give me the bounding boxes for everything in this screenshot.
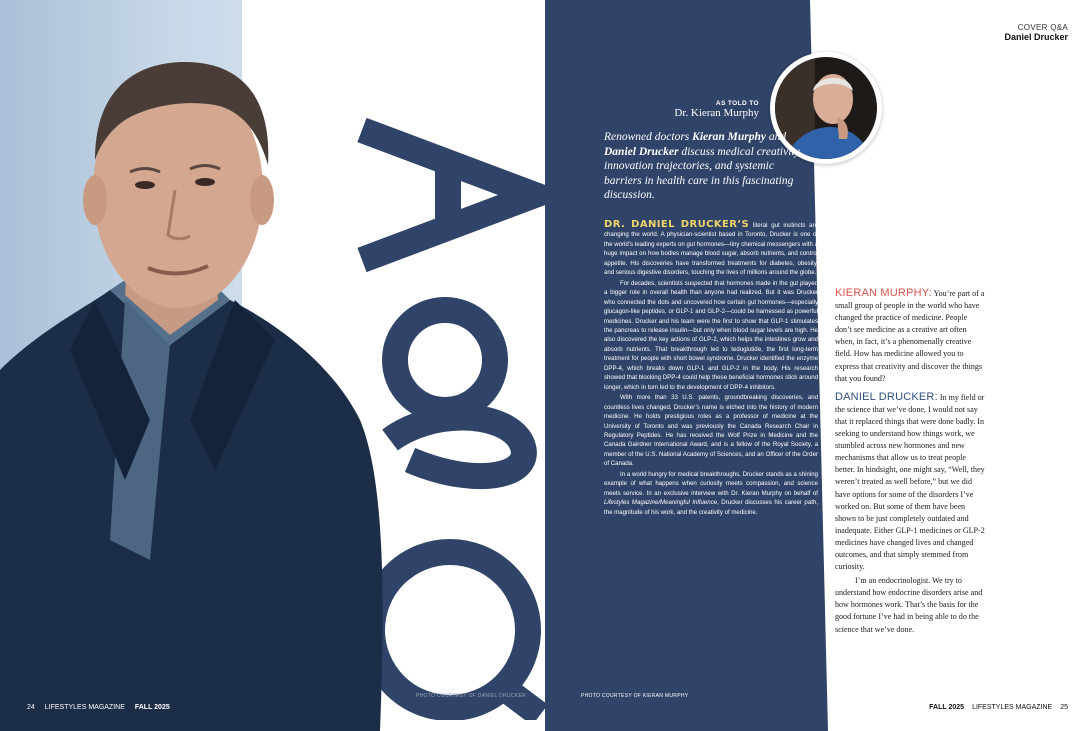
- body-paragraph: With more than 33 U.S. patents, groundbreaking discoveries, and countless lives changed, Drucker’s name is etched into the history of modern medicine. He holds prestigious roles as a professor of medicine at the University of Toronto and was previously the Canada Research Chair in Regulatory Peptides. He has received the Wolf Prize in Medicine and the Canada Gairdner International Award, and is a fellow of the Royal Society, a member of the U.S. National Academy of Sciences, and an Officer of the Order of Canada.: [604, 394, 818, 468]
- as-told-to-name: Dr. Kieran Murphy: [674, 107, 759, 119]
- as-told-to-label: AS TOLD TO: [715, 100, 759, 107]
- question-text: You’re part of a small group of people in the world who have changed the practice of medicine. People don’t see medicine as a creative art often when, in fact, it’s a phenomenally creative field. How has medicine allowed you to express that creativity and discover the things that you found?: [835, 289, 985, 383]
- deck-text: Renowned doctors: [604, 131, 693, 143]
- body-paragraph: [604, 220, 818, 278]
- section-name: Daniel Drucker: [1004, 32, 1068, 42]
- article-deck: [604, 130, 804, 203]
- byline: [625, 100, 759, 119]
- magazine-name: LIFESTYLES MAGAZINE: [972, 704, 1053, 711]
- body-text: , Drucker discusses his career path, the magnitude of his work, and the creativity of medicine.: [604, 499, 818, 516]
- section-tag: [1004, 23, 1068, 42]
- page-number: 25: [1060, 704, 1068, 711]
- speaker-kieran: KIERAN MURPHY:: [835, 287, 932, 299]
- publication-name: Lifestyles Magazine/Meaningful Influence: [604, 499, 718, 507]
- right-page: [545, 0, 1090, 731]
- deck-text: and: [765, 131, 787, 143]
- photo-credit: PHOTO COURTESY OF DANIEL DRUCKER: [416, 693, 526, 699]
- issue-label: FALL 2025: [929, 704, 965, 711]
- body-paragraph: For decades, scientists suspected that hormones made in the gut played a bigger role in overall health than anyone had realized. But it was Drucker who connected the dots and uncovered how certain gut hormones—especially glucagon-like peptides, or GLP-1 and GLP-2—could be harnessed as powerful medicines. Drucker and his team were the first to show that GLP-1 stimulates the pancreas to release insulin—but only when blood sugar levels are high. He also discovered the key actions of GLP-2, which helps the intestines grow and absorb nutrients. That breakthrough led to teduglutide, the first long-term treatment for people with short bowel syndrome. Drucker identified the enzyme DPP-4, which breaks down GLP-1 and GLP-2 in the body. His research showed that blocking DPP-4 could help these beneficial hormones stick around longer, which in turn led to the development of DPP-4 inhibitors.: [604, 279, 818, 391]
- issue-label: FALL 2025: [134, 704, 170, 711]
- deck-name-kieran: Kieran Murphy: [692, 131, 766, 143]
- answer-paragraph: I’m an endocrinologist. We try to understand how endocrine disorders arise and how hormones work. That’s the basis for the good fortune I’ve had in being able to do the science that we’ve done.: [835, 576, 983, 634]
- photo-credit: PHOTO COURTESY OF KIERAN MURPHY: [581, 693, 689, 699]
- deck-name-daniel: Daniel Drucker: [604, 145, 679, 158]
- portrait-photo: [0, 0, 390, 731]
- body-paragraph: [604, 470, 818, 517]
- interview-column: [835, 287, 985, 636]
- speaker-daniel: DANIEL DRUCKER:: [835, 390, 938, 403]
- page-number: 24: [27, 704, 35, 711]
- folio-left: [27, 704, 170, 711]
- answer-text: In my field or the science that we’ve done, I would not say that it replaced things that were done badly. In seeking to understand how things work, we stumbled across new hormones and new mechanisms that allow us to treat people better. In hindsight, one might say, “Well, they weren’t treated as well before,” but we did have options for some of the disorders I’ve worked on. But some of them have been shown to be just completely outdated and inadequate. Either GLP-1 medicines or GLP-2 medicines have changed lives and changed outcomes, and that simply stemmed from curiosity.: [835, 392, 985, 572]
- section-kicker: COVER Q&A: [1017, 23, 1068, 32]
- body-text: literal gut instincts are changing the world. A physician-scientist based in Toronto, Drucker is one of the world’s leading experts on gut hormones—tiny chemical messengers with a huge impact on how bodies manage blood sugar, absorb nutrients, and control appetite. His discoveries have transformed treatments for diabetes, obesity, and serious digestive disorders, touching the lives of millions around the globe.: [604, 222, 818, 277]
- body-text: In a world hungry for medical breakthroughs, Drucker stands as a shining example of what happens when curiosity meets compassion, and science meets service. In an exclusive interview with Dr. Kieran Murphy on behalf of: [604, 470, 818, 497]
- answer: [835, 391, 985, 573]
- article-body: [604, 220, 818, 517]
- magazine-name: LIFESTYLES MAGAZINE: [44, 704, 125, 711]
- folio-right: [929, 704, 1068, 711]
- question: [835, 287, 985, 385]
- lead-in: DR. DANIEL DRUCKER’S: [604, 219, 750, 230]
- deck-text: discuss medical creativity, innovation trajectories, and systemic barriers in health care in this fascinating discussion.: [604, 145, 802, 201]
